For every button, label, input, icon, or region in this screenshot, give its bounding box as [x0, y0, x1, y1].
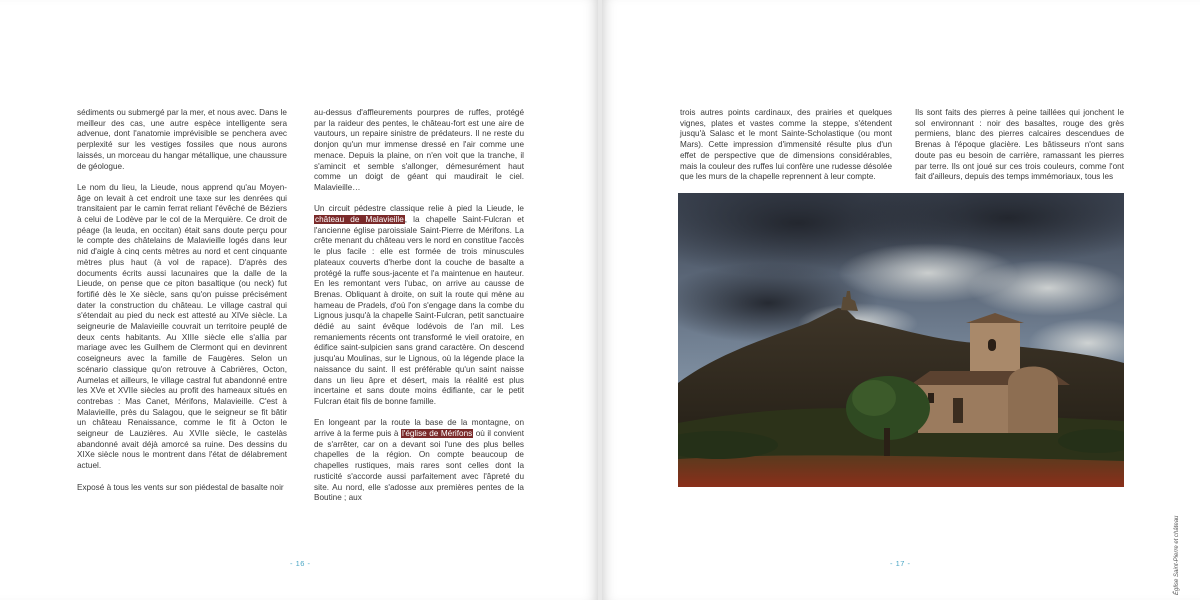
paragraph: Ils sont faits des pierres à peine taillées qui jonchent le sol environnant : noir des basaltes, rouge des grès permiens, blanc des pierres calcaires descendues de Brenas à l'époque glacière. Les bâtisseurs n'ont sans doute pas eu besoin de carrière, ramassant les pierres par terre. Ils ont joué sur ces trois couleurs, comme l'ont fait d'ailleurs, depuis des temps immémoriaux, tous les	[915, 108, 1124, 182]
left-page-column-1	[77, 108, 287, 493]
highlight-chateau-malavieille[interactable]: château de Malavieille	[315, 215, 404, 225]
paragraph	[314, 204, 524, 407]
right-page-column-1	[680, 108, 892, 183]
paragraph-text: où il convient de s'arrêter, car on a devant soi l'une des plus belles chapelles de la région. On compte beaucoup de chapelles rustiques, mais rares sont celles dont la rusticité s'accorde aussi parfaitement avec l'âpreté du site. Au nord, elle s'adosse aux premières pentes de la Boutine ; aux	[314, 429, 524, 503]
paragraph-text: Un circuit pédestre classique relie à pied la Lieude, le	[314, 204, 524, 214]
paragraph-text: , la chapelle Saint-Fulcran et l'ancienne église paroissiale Saint-Pierre de Mérifons. La crête menant du château vers le nord en constitue l'accès le plus facile : elle est formée de trois minuscules plateaux couverts d'herbe dont la couche de basalte a protégé la ruffe sous-jacente et l'a maintenue en hauteur. En les remontant vers l'ubac, on arrive au causse de Brenas. Obliquant à droite, on suit la route qui mène au hameau de Pradels, d'où l'on s'engage dans la combe du Lignous jusqu'à la chapelle Saint-Fulcran, petit sanctuaire dédié au saint évêque lodévois de l'an mil. Les remaniements récents ont transformé le vieil oratoire, en édifice saint-sulpicien sans grand caractère. On descend jusqu'au Moulinas, sur le Lignous, où la légende place la naissance du saint. Il est préférable qu'un saint naisse dans un lieu âpre et désert, mais la réalité est plus incertaine et sans doute moins édifiante, car le petit Fulcran était fils de bonne famille.	[314, 215, 525, 406]
left-page-column-2	[314, 108, 524, 504]
paragraph: Le nom du lieu, la Lieude, nous apprend qu'au Moyen-âge on levait à cet endroit une taxe sur les denrées qui transitaient par le camin ferrat reliant l'évêché de Béziers à celui de Lodève par le col de la Merquière. Ce droit de péage (la leuda, en occitan) était sans doute perçu pour le compte des châtelains de Malavieille logés dans leur nid d'aigle à cinq cents mètres au nord et cent cinquante mètres plus haut (à vol de rapace). D'après des documents écrits aussi lacunaires que la dalle de la Lieude, on pense que ce piton basaltique (ou neck) fut fortifié dès le Xe siècle, sans qu'on puisse précisément dater la construction du château. Le village castral qui s'étendait au pied du neck est attesté au XIVe siècle. La seigneurie de Malavieille couvrait un territoire peuplé de deux cents habitants. Au XIIIe siècle elle s'allia par mariage avec les Guilhem de Clermont qui en devinrent coseigneurs avec la famille de Faugères. Selon un scénario classique qu'on retrouve à Cabrières, Octon, Aumelas et ailleurs, le village castral fut abandonné entre les XVe et XVIIe siècles au profit des hameaux situés en contrebas : Mas Canet, Mérifons, Malavieille. C'est à Malavieille, près du Salagou, que le seigneur se fit bâtir un château Renaissance, comme le fit à Octon le seigneur de Lauzières. Au XVIIe siècle, le castelàs abandonné avait déjà amorcé sa ruine. Des dessins du XIXe siècle nous le montrent dans l'état de délabrement actuel.	[77, 182, 287, 471]
paragraph	[314, 418, 524, 504]
page-number: - 17 -	[890, 559, 911, 568]
paragraph-text: En longeant par la route la base de la montagne, on arrive à la ferme puis à	[314, 418, 524, 439]
caption-text: Église Saint-Pierre et château	[1174, 515, 1180, 595]
page-number: - 16 -	[290, 559, 311, 568]
paragraph: au-dessus d'affleurements pourpres de ruffes, protégé par la raideur des pentes, le château-fort est une aire de vautours, un repaire sinistre de prédateurs. Il ne reste du donjon qu'un mur immense dressé en l'air comme une menace. Depuis la plaine, on n'en voit que la tranche, il s'amincit et semble s'allonger, démesurément haut comme un doigt de géant qui maudirait le ciel. Malavieille…	[314, 108, 524, 192]
right-page	[602, 0, 1200, 600]
chapel-photo	[678, 193, 1124, 487]
right-page-column-2	[915, 108, 1124, 183]
left-page	[0, 0, 598, 600]
paragraph: Exposé à tous les vents sur son piédestal de basalte noir	[77, 482, 284, 492]
highlight-eglise-merifons[interactable]: l'église de Mérifons	[401, 429, 473, 439]
photo-caption	[1174, 505, 1186, 595]
landscape-illustration	[678, 193, 1124, 487]
paragraph: sédiments ou submergé par la mer, et nous avec. Dans le meilleur des cas, une autre espèce intelligente sera advenue, dont l'anatomie imprévisible se penchera avec perplexité sur les vestiges fossiles que nous aurons laissés, un morceau du hangar métallique, une chaussure de géologue.	[77, 108, 287, 171]
paragraph: trois autres points cardinaux, des prairies et quelques vignes, plates et vastes comme la steppe, s'étendent jusqu'à Salasc et le mont Sainte-Scholastique (ou mont Mars). Cette impression d'immensité résulte plus d'un effet de perspective que de dimensions considérables, mais la couleur des ruffes lui confère une rudesse désolée que les murs de la chapelle reprennent à leur compte.	[680, 108, 892, 182]
